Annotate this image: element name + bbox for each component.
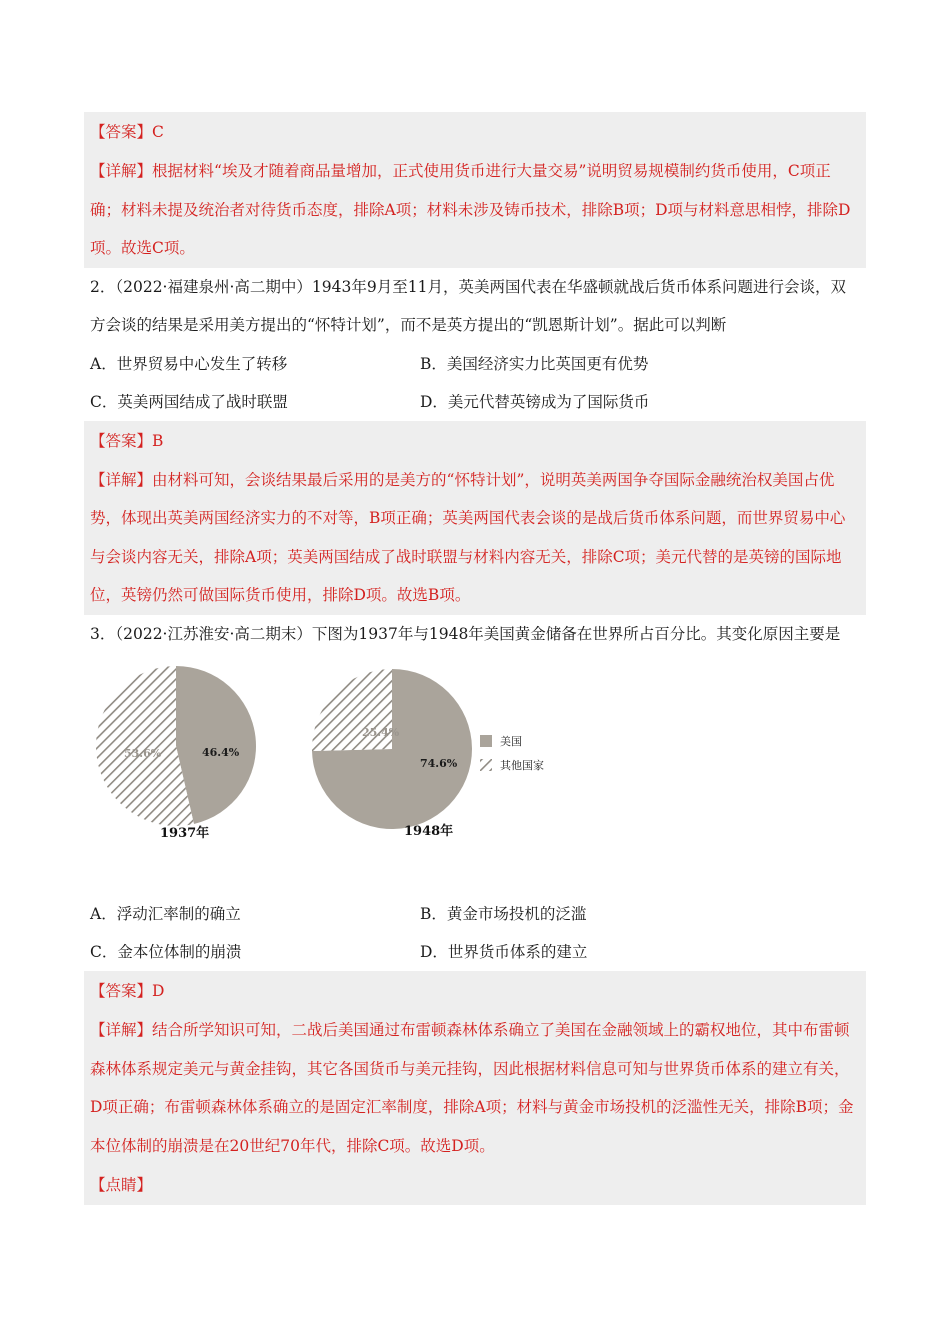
point-tag: 【点睛】	[90, 1176, 153, 1194]
answer-value: C	[152, 123, 164, 141]
detail-paragraph	[90, 152, 860, 268]
detail-tag: 【详解】	[90, 470, 153, 489]
answer-value: B	[152, 431, 164, 450]
pie-label-1948-others: 25.4%	[362, 726, 400, 739]
option-a: A．世界贸易中心发生了转移	[90, 354, 288, 373]
option-d: D．美元代替英镑成为了国际货币	[420, 392, 650, 411]
answer-line	[90, 421, 860, 461]
option-a: A．浮动汇率制的确立	[90, 905, 241, 923]
legend-swatch-solid	[480, 735, 492, 747]
detail-tag: 【详解】	[90, 1021, 153, 1039]
pie-label-1937-others: 53.6%	[124, 747, 162, 760]
pie-1948-caption: 1948年	[404, 824, 454, 839]
pie-label-1948-usa: 74.6%	[420, 757, 458, 770]
detail-text: 结合所学知识可知，二战后美国通过布雷顿森林体系确立了美国在金融领域上的霸权地位，其中布雷顿森林体系规定美元与黄金挂钩，其它各国货币与美元挂钩，因此根据材料信息可知与世界货币体系的建立有关，D项正确；布雷顿森林体系确立的是固定汇率制度，排除A项；材料与黄金市场投机的泛滥性无关，排除B项；金本位体制的崩溃是在20世纪70年代，排除C项。故选D项。	[90, 1021, 854, 1155]
point-line	[90, 1165, 860, 1205]
answer-block-2	[84, 421, 866, 615]
legend-label-others: 其他国家	[500, 759, 544, 772]
document-page	[84, 112, 866, 1205]
question-3-options	[84, 895, 866, 971]
question-2-stem: 2．（2022·福建泉州·高二期中）1943年9月至11月，英美两国代表在华盛顿就战后货币体系问题进行会谈，双方会谈的结果是采用美方提出的“怀特计划”，而不是英方提出的“凯恩斯计划”。据此可以判断	[90, 277, 846, 334]
answer-line	[90, 112, 860, 152]
option-b: B．黄金市场投机的泛滥	[420, 905, 587, 923]
legend-label-usa: 美国	[500, 735, 522, 748]
pie-charts-svg	[84, 661, 644, 891]
option-c: C．金本位体制的崩溃	[90, 943, 242, 961]
detail-tag: 【详解】	[90, 162, 153, 180]
pie-charts	[84, 661, 866, 891]
pie-1937-caption: 1937年	[160, 826, 210, 841]
option-c: C．英美两国结成了战时联盟	[90, 392, 288, 411]
option-b: B．美国经济实力比英国更有优势	[420, 354, 649, 373]
legend-swatch-hatch	[480, 759, 492, 771]
detail-paragraph	[90, 1011, 860, 1165]
question-3-stem: 3．（2022·江苏淮安·高二期末）下图为1937年与1948年美国黄金储备在世界所占百分比。其变化原因主要是	[90, 624, 841, 643]
pie-label-1937-usa: 46.4%	[202, 746, 240, 759]
answer-tag: 【答案】	[90, 123, 153, 141]
detail-text: 由材料可知，会谈结果最后采用的是美方的“怀特计划”，说明英美两国争夺国际金融统治权美国占优势，体现出英美两国经济实力的不对等，B项正确；英美两国代表会谈的是战后货币体系问题，而世界贸易中心与会谈内容无关，排除A项；英美两国结成了战时联盟与材料内容无关，排除C项；美元代替的是英镑的国际地位，英镑仍然可做国际货币使用，排除D项。故选B项。	[90, 470, 846, 604]
answer-tag: 【答案】	[90, 431, 153, 450]
answer-line	[90, 971, 860, 1011]
legend	[480, 735, 544, 772]
option-d: D．世界货币体系的建立	[420, 943, 588, 961]
answer-tag: 【答案】	[90, 982, 153, 1000]
answer-block-1	[84, 112, 866, 268]
question-2-options	[84, 345, 866, 421]
detail-paragraph	[90, 461, 860, 615]
detail-text: 根据材料“埃及才随着商品量增加，正式使用货币进行大量交易”说明贸易规模制约货币使用，C项正确；材料未提及统治者对待货币态度，排除A项；材料未涉及铸币技术，排除B项；D项与材料意思相悖，排除D项。故选C项。	[90, 162, 851, 257]
answer-value: D	[152, 982, 165, 1000]
answer-block-3	[84, 971, 866, 1205]
